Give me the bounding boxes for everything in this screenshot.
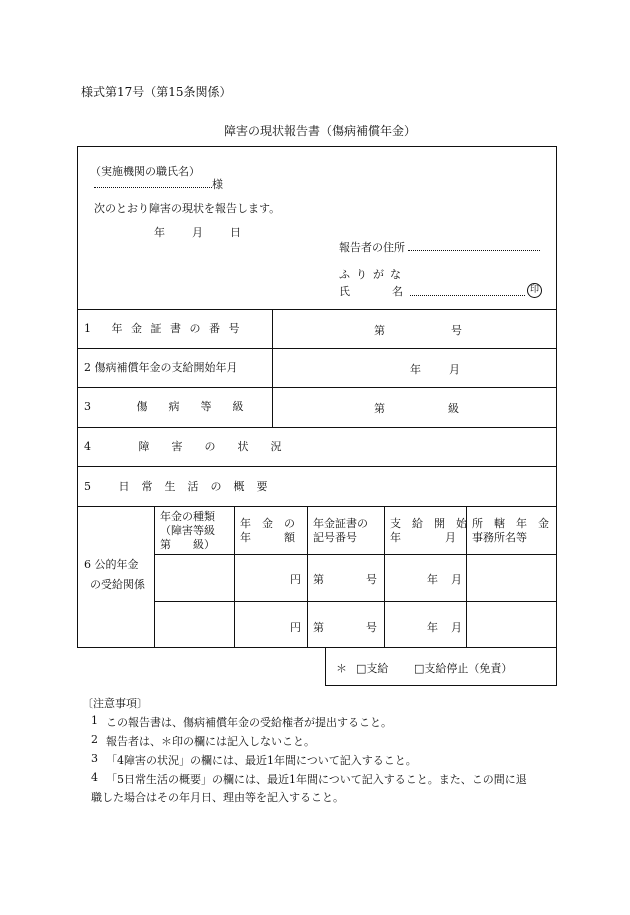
pension-type-input-2[interactable] xyxy=(157,604,232,646)
checkbox-payment[interactable]: □支給 xyxy=(356,662,389,675)
row-line xyxy=(77,348,557,349)
date-day: 日 xyxy=(230,226,241,239)
address-fill-line[interactable] xyxy=(408,250,540,251)
table-right-border xyxy=(556,146,557,686)
start-year-2: 年 xyxy=(427,621,438,634)
row-3-value-left: 第 xyxy=(374,402,385,415)
row-line xyxy=(77,387,557,388)
header-certificate-number-l1: 年金証書の xyxy=(313,517,368,530)
row-1-value-left: 第 xyxy=(374,324,385,337)
col-line xyxy=(307,506,308,648)
row-3-label: 3 傷病等級 xyxy=(84,400,265,413)
header-annual-amount-l1: 年 金 の xyxy=(240,517,295,530)
address-label: 報告者の住所 xyxy=(339,241,405,254)
row-1-input[interactable] xyxy=(278,313,552,345)
header-annual-amount xyxy=(240,517,295,545)
row-5-label: 5 日常生活の概要 xyxy=(84,480,280,493)
start-year-1: 年 xyxy=(427,573,438,586)
institution-label: （実施機関の職氏名） xyxy=(90,165,200,178)
row-3-value-right: 級 xyxy=(448,402,459,415)
pension-type-input-1[interactable] xyxy=(157,557,232,599)
header-pension-type-l3: 第 級） xyxy=(160,538,215,551)
number-left-1: 第 xyxy=(313,573,324,586)
row-2-value-left: 年 xyxy=(410,363,421,376)
office-box-bottom xyxy=(325,685,557,686)
office-use-mark: ＊ xyxy=(336,662,347,675)
number-right-2: 号 xyxy=(366,621,377,634)
row-line xyxy=(77,466,557,467)
office-input-1[interactable] xyxy=(469,557,554,599)
page-title: 障害の現状報告書（傷病補償年金） xyxy=(224,124,417,138)
furigana-label: ふりがな xyxy=(339,268,407,281)
header-pension-type-l1: 年金の種類 xyxy=(160,510,215,523)
report-statement: 次のとおり障害の現状を報告します。 xyxy=(94,202,281,215)
header-certificate-number-l2: 記号番号 xyxy=(313,531,357,544)
note-4-num: 4 xyxy=(91,771,98,784)
row-line xyxy=(77,427,557,428)
note-2-num: 2 xyxy=(91,733,98,746)
note-1-text: この報告書は、傷病補償年金の受給権者が提出すること。 xyxy=(106,716,392,729)
sama-label: 様 xyxy=(212,178,223,191)
note-4-text: 「5日常生活の概要」の欄には、最近1年間について記入すること。また、この間に退 xyxy=(106,773,527,786)
header-start-date-l1: 支 給 開 始 xyxy=(390,517,467,530)
header-pension-type-l2: （障害等級 xyxy=(160,524,215,537)
header-office-name xyxy=(472,517,549,545)
start-month-2: 月 xyxy=(451,621,462,634)
row-line xyxy=(77,309,557,310)
col-line xyxy=(154,506,155,648)
row-1-label-text: 1 年金証書の番号 xyxy=(84,322,248,335)
date-month: 月 xyxy=(192,226,203,239)
row-4-input[interactable] xyxy=(278,430,552,462)
section6-row-line xyxy=(154,554,557,555)
institution-fill-line[interactable] xyxy=(94,187,212,188)
note-1-num: 1 xyxy=(91,714,98,727)
notes-heading: 〔注意事項〕 xyxy=(82,697,148,710)
row-1-value-right: 号 xyxy=(451,324,462,337)
row-2-input[interactable] xyxy=(278,352,552,384)
note-4-cont: 職した場合はその年月日、理由等を記入すること。 xyxy=(91,791,344,804)
row-1-label xyxy=(84,322,254,336)
start-month-1: 月 xyxy=(451,573,462,586)
note-3-text: 「4障害の状況」の欄には、最近1年間について記入すること。 xyxy=(106,754,417,767)
col-line xyxy=(384,506,385,648)
header-start-date-l2: 年 月 xyxy=(390,531,456,544)
name-fill-line[interactable] xyxy=(410,295,525,296)
note-3-num: 3 xyxy=(91,752,98,765)
pension-label-line2: の受給関係 xyxy=(90,578,145,591)
number-left-2: 第 xyxy=(313,621,324,634)
checkbox-payment-stop[interactable]: □支給停止（免責） xyxy=(414,662,513,675)
row-2-label: 2 傷病補償年金の支給開始年月 xyxy=(84,361,238,374)
row-line xyxy=(77,506,557,507)
row-5-input[interactable] xyxy=(278,470,552,502)
table-top-border xyxy=(77,146,557,147)
row-3-input[interactable] xyxy=(278,391,552,423)
yen-unit-2: 円 xyxy=(290,621,301,634)
name-label: 氏名 xyxy=(339,285,445,298)
header-pension-type xyxy=(160,510,215,552)
yen-unit-1: 円 xyxy=(290,573,301,586)
office-box-left xyxy=(325,647,326,686)
form-id: 様式第17号（第15条関係） xyxy=(81,85,232,99)
section6-row-line xyxy=(154,601,557,602)
header-office-name-l1: 所 轄 年 金 xyxy=(472,517,549,530)
number-right-1: 号 xyxy=(366,573,377,586)
office-input-2[interactable] xyxy=(469,604,554,646)
row-4-label: 4 障害の状況 xyxy=(84,440,304,453)
label-value-divider xyxy=(272,309,273,427)
header-start-date xyxy=(390,517,467,545)
seal-icon: 印 xyxy=(527,283,542,298)
header-annual-amount-l2: 年 額 xyxy=(240,531,295,544)
pension-label-line1: 6 公的年金 xyxy=(84,558,139,571)
header-certificate-number xyxy=(313,517,368,545)
header-office-name-l2: 事務所名等 xyxy=(472,531,527,544)
col-line xyxy=(234,506,235,648)
date-year: 年 xyxy=(154,226,165,239)
row-2-value-right: 月 xyxy=(449,363,460,376)
note-2-text: 報告者は、＊印の欄には記入しないこと。 xyxy=(106,735,315,748)
row-line xyxy=(77,647,557,648)
table-left-border xyxy=(77,146,78,648)
